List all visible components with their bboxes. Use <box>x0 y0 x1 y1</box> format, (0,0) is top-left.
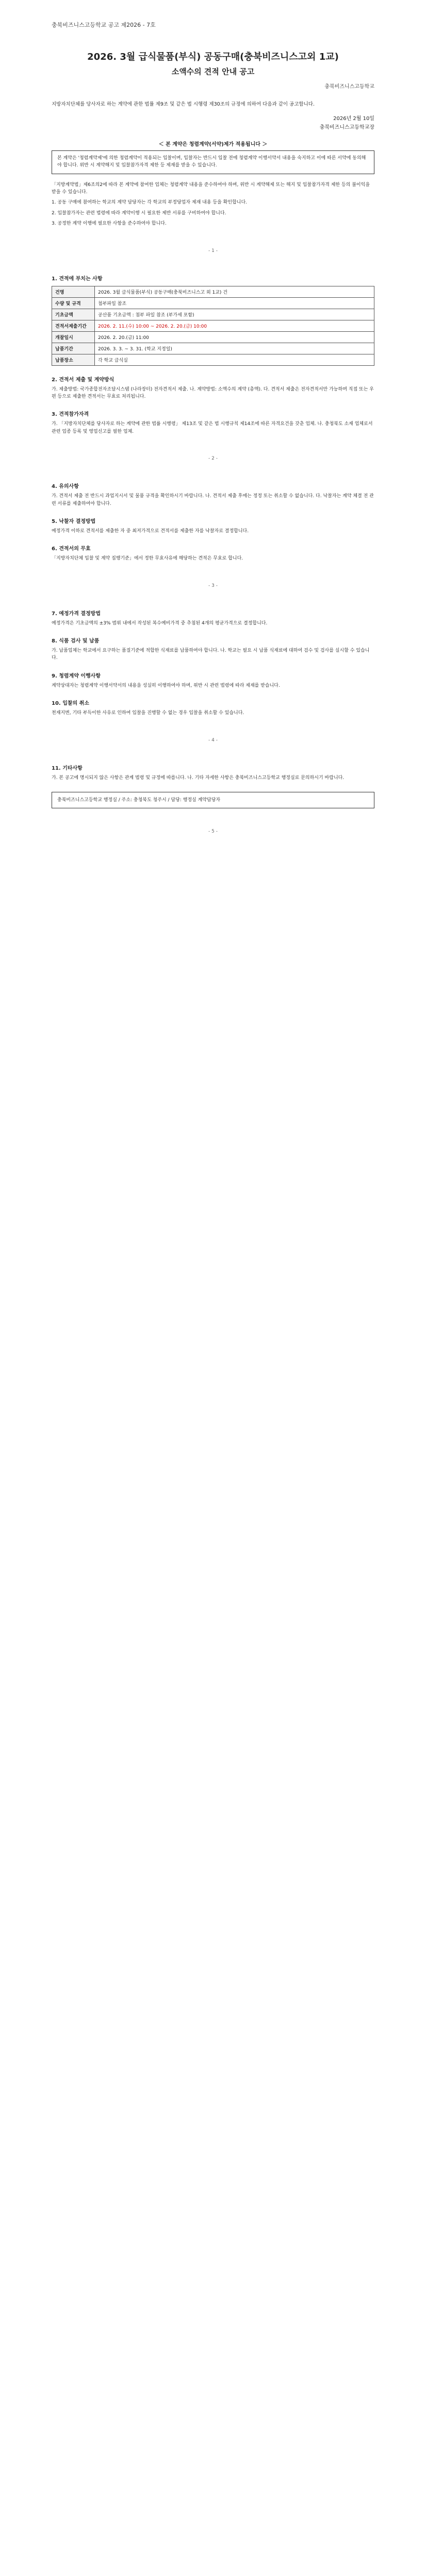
contact-text: 충북비즈니스고등학교 행정실 / 주소: 충청북도 청주시 / 담당: 행정실 계약담당자 <box>57 798 221 803</box>
table-header-cell: 견적서제출기간 <box>52 320 95 331</box>
bullet-list <box>52 181 374 228</box>
table-header-cell: 개찰일시 <box>52 331 95 343</box>
section-2-text: 가. 제출방법: 국가종합전자조달시스템 (나라장터) 전자견적서 제출. 나. 계약방법: 소액수의 계약 (총액). 다. 견적서 제출은 전자견적서만 가능하며 직접 또는 우편 등으로 제출한 견적서는 무효로 처리됩니다. <box>52 386 374 399</box>
table-cell: 첨부파일 참조 <box>95 297 374 309</box>
section-9-title: 9. 청렴계약 이행사항 <box>52 673 101 679</box>
document-title: 2026. 3월 급식물품(부식) 공동구매(충북비즈니스고외 1교) <box>87 52 339 62</box>
section-8-title: 8. 식품 검사 및 납품 <box>52 638 100 645</box>
page-number: - 3 - <box>208 583 218 588</box>
table-cell: 2026. 2. 20.(금) 11:00 <box>95 331 374 343</box>
table-header-cell: 수량 및 규격 <box>52 297 95 309</box>
page-1 <box>0 0 426 834</box>
section-1-title: 1. 견적에 부치는 사항 <box>52 276 103 282</box>
issuer: 충북비즈니스고등학교장 <box>319 124 374 130</box>
page-number: - 4 - <box>208 737 218 743</box>
section-5-text: 예정가격 이하로 견적서를 제출한 자 중 최저가격으로 견적서를 제출한 자를 낙찰자로 결정합니다. <box>52 528 249 534</box>
notice-box-text: 본 계약은 '청렴계약제'에 의한 청렴계약이 적용되는 입찰이며, 입찰자는 반드시 입찰 전에 청렴계약 이행서약서 내용을 숙지하고 이에 따른 서약에 동의해야 합니다. 위반 시 계약해지 및 입찰참가자격 제한 등 제재를 받을 수 있습니다. <box>57 155 366 168</box>
table-header-cell: 건명 <box>52 286 95 297</box>
table-cell: 2026. 3. 3. ~ 3. 31. (학교 지정일) <box>95 343 374 354</box>
notice-box-title: ＜ 본 계약은 청렴계약(서약)제가 적용됩니다 ＞ <box>158 141 268 147</box>
info-table <box>52 286 374 366</box>
section-4-title: 4. 유의사항 <box>52 484 79 490</box>
section-8-text: 가. 납품업체는 학교에서 요구하는 품질기준에 적합한 식재료를 납품하여야 합니다. 나. 학교는 필요 시 납품 식재료에 대하여 검수 및 검사를 실시할 수 있습니다. <box>52 648 370 661</box>
bullet-item: 3. 공정한 계약 이행에 필요한 사항을 준수하여야 합니다. <box>52 221 167 227</box>
section-10-title: 10. 입찰의 취소 <box>52 701 89 707</box>
table-cell: 2026. 2. 11.(수) 10:00 ~ 2026. 2. 20.(금) 10:00 <box>95 320 374 331</box>
section-3-title: 3. 견적참가자격 <box>52 412 89 418</box>
section-11-text: 가. 본 공고에 명시되지 않은 사항은 관계 법령 및 규정에 따릅니다. 나. 기타 자세한 사항은 충북비즈니스고등학교 행정실로 문의하시기 바랍니다. <box>52 775 345 781</box>
notice-box <box>52 150 374 174</box>
table-cell: 2026. 3월 급식물품(부식) 공동구매(충북비즈니스고 외 1교) 건 <box>95 286 374 297</box>
contact-box <box>52 792 374 808</box>
section-3-text: 가. 「지방자치단체를 당사자로 하는 계약에 관한 법률 시행령」 제13조 및 같은 법 시행규칙 제14조에 따른 자격요건을 갖춘 업체. 나. 충청북도 소재 업체로서 관련 업종 등록 및 영업신고를 필한 업체. <box>52 421 373 434</box>
section-6-text: 「지방자치단체 입찰 및 계약 집행기준」에서 정한 무효사유에 해당하는 견적은 무효로 합니다. <box>52 556 243 562</box>
table-row <box>52 297 374 309</box>
page-number: - 1 - <box>208 248 218 253</box>
organization-name: 충북비즈니스고등학교 <box>324 84 374 90</box>
table-row <box>52 286 374 297</box>
announcement-date: 2026년 2월 10일 <box>333 115 374 122</box>
table-header-cell: 납품장소 <box>52 354 95 365</box>
doc-number: 충북비즈니스고등학교 공고 제2026 - 7호 <box>52 22 156 28</box>
table-row <box>52 343 374 354</box>
table-row <box>52 320 374 331</box>
bullet-item: 1. 공동 구매에 참여하는 학교의 계약 담당자는 각 학교의 부정당업자 제재 내용 등을 확인합니다. <box>52 200 248 206</box>
bullet-item: 2. 입찰참가자는 관련 법령에 따라 계약이행 시 필요한 제반 서류를 구비하여야 합니다. <box>52 210 226 216</box>
section-7-title: 7. 예정가격 결정방법 <box>52 611 101 617</box>
table-row <box>52 354 374 365</box>
section-7-text: 예정가격은 기초금액의 ±3% 범위 내에서 작성된 복수예비가격 중 추첨된 4개의 평균가격으로 결정합니다. <box>52 620 268 626</box>
section-10-text: 천재지변, 기타 부득이한 사유로 인하여 입찰을 진행할 수 없는 경우 입찰을 취소할 수 있습니다. <box>52 710 244 716</box>
table-header-cell: 기초금액 <box>52 309 95 320</box>
section-4-text: 가. 견적서 제출 전 반드시 과업지시서 및 물품 규격을 확인하시기 바랍니다. 나. 견적서 제출 후에는 정정 또는 취소할 수 없습니다. 다. 낙찰자는 계약 체결 전 관련 서류를 제출하여야 합니다. <box>52 494 374 506</box>
bullet-item: 「지방계약법」제6조의2에 따라 본 계약에 참여한 업체는 청렴계약 내용을 준수하여야 하며, 위반 시 계약해제 또는 해지 및 입찰참가자격 제한 등의 불이익을 받을 수 있습니다. <box>52 182 370 195</box>
page-number: - 2 - <box>208 456 218 462</box>
section-5-title: 5. 낙찰자 결정방법 <box>52 518 96 524</box>
table-header-cell: 납품기간 <box>52 343 95 354</box>
table-row <box>52 309 374 320</box>
table-cell: 각 학교 급식실 <box>95 354 374 365</box>
document <box>0 0 426 834</box>
table-row <box>52 331 374 343</box>
section-9-text: 계약상대자는 청렴계약 이행서약서의 내용을 성실히 이행하여야 하며, 위반 시 관련 법령에 따라 제재를 받습니다. <box>52 683 280 688</box>
table-cell: 공산품 기초금액 : 첨부 파일 참조 (부가세 포함) <box>95 309 374 320</box>
section-6-title: 6. 견적서의 무효 <box>52 546 91 552</box>
section-11-title: 11. 기타사항 <box>52 765 83 771</box>
document-subtitle: 소액수의 견적 안내 공고 <box>171 67 255 76</box>
section-2-title: 2. 견적서 제출 및 계약방식 <box>52 377 114 383</box>
intro-paragraph: 지방자치단체를 당사자로 하는 계약에 관한 법률 제9조 및 같은 법 시행령 제30조의 규정에 의하여 다음과 같이 공고합니다. <box>52 101 315 107</box>
page-number: - 5 - <box>208 829 218 835</box>
